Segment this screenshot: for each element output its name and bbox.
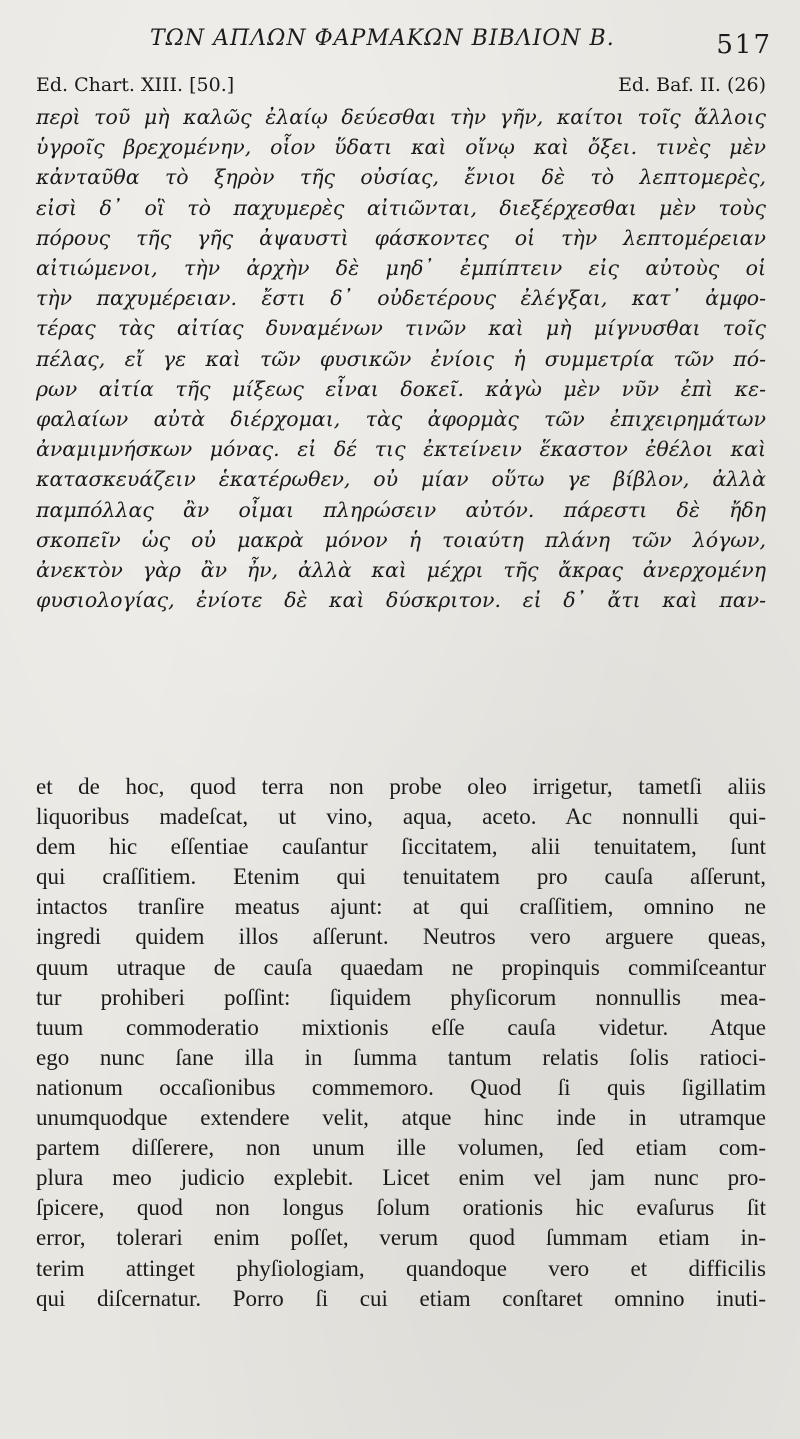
- running-title: ΤΩΝ ΑΠΛΩΝ ΦΑΡΜΑΚΩΝ ΒΙΒΛΙΟΝ Β.: [150, 26, 615, 51]
- latin-text-line: qui diſcernatur. Porro ſi cui etiam conſtaret omnino inuti-: [36, 1285, 766, 1311]
- edition-reference-right: Ed. Baf. II. (26): [618, 74, 766, 96]
- greek-text-line: κἀνταῦθα τὸ ξηρὸν τῆς οὐσίας, ἔνιοι δὲ τὸ λεπτομερὲς,: [36, 165, 766, 190]
- greek-text-line: ἀνεκτὸν γὰρ ἂν ἦν, ἀλλὰ καὶ μέχρι τῆς ἄκρας ἀνερχομένη: [36, 558, 766, 583]
- greek-text-line: σκοπεῖν ὡς οὐ μακρὰ μόνον ἡ τοιαύτη πλάνη τῶν λόγων,: [36, 527, 766, 552]
- latin-text-line: et de hoc, quod terra non probe oleo irrigetur, tametſi aliis: [36, 774, 766, 799]
- greek-text-line: ρων αἰτία τῆς μίξεως εἶναι δοκεῖ. κἀγὼ μὲν νῦν ἐπὶ κε-: [36, 376, 766, 401]
- latin-text-line: qui craſſitiem. Etenim qui tenuitatem pro cauſa aſſerunt,: [36, 864, 766, 890]
- greek-text-line: αἰτιώμενοι, τὴν ἀρχὴν δὲ μηδ᾽ ἐμπίπτειν εἰς αὐτοὺς οἱ: [36, 256, 766, 281]
- latin-text-line: quum utraque de cauſa quaedam ne propinquis commiſceantur: [36, 954, 766, 980]
- edition-reference-left: Ed. Chart. XIII. [50.]: [36, 74, 235, 96]
- latin-text-line: ſpicere, quod non longus ſolum orationis hic evaſurus ſit: [36, 1195, 766, 1221]
- latin-text-line: error, tolerari enim poſſet, verum quod ſummam etiam in-: [36, 1225, 766, 1251]
- greek-text-line: ὑγροῖς βρεχομένην, οἷον ὕδατι καὶ οἴνῳ καὶ ὄξει. τινὲς μὲν: [36, 135, 766, 160]
- greek-text-line: περὶ τοῦ μὴ καλῶς ἐλαίῳ δεύεσθαι τὴν γῆν, καίτοι τοῖς ἄλλοις: [36, 105, 766, 129]
- latin-text-line: unumquodque extendere velit, atque hinc inde in utramque: [36, 1105, 766, 1131]
- page-number: 517: [716, 30, 772, 60]
- latin-text-block: [36, 772, 766, 1314]
- greek-text-line: εἰσὶ δ᾽ οἳ τὸ παχυμερὲς αἰτιῶνται, διεξέρχεσθαι μὲν τοὺς: [36, 195, 766, 220]
- greek-text-line: πόρους τῆς γῆς ἀψαυστὶ φάσκοντες οἱ τὴν λεπτομέρειαν: [36, 225, 766, 250]
- latin-text-line: dem hic eſſentiae cauſantur ſiccitatem, alii tenuitatem, ſunt: [36, 834, 766, 860]
- latin-text-line: plura meo judicio explebit. Licet enim vel jam nunc pro-: [36, 1165, 766, 1191]
- greek-text-line: φυσιολογίας, ἐνίοτε δὲ καὶ δύσκριτον. εἰ δ᾽ ἄτι καὶ παν-: [36, 588, 766, 613]
- greek-text-line: τὴν παχυμέρειαν. ἔστι δ᾽ οὐδετέρους ἐλέγξαι, κατ᾽ ἀμφο-: [36, 286, 766, 311]
- latin-text-line: tuum commoderatio mixtionis eſſe cauſa videtur. Atque: [36, 1014, 766, 1040]
- latin-text-line: intactos tranſire meatus ajunt: at qui craſſitiem, omnino ne: [36, 894, 766, 920]
- latin-text-line: terim attinget phyſiologiam, quandoque vero et difficilis: [36, 1255, 766, 1281]
- latin-text-line: ego nunc ſane illa in ſumma tantum relatis ſolis ratioci-: [36, 1044, 766, 1070]
- latin-text-line: ingredi quidem illos aſſerunt. Neutros vero arguere queas,: [36, 924, 766, 950]
- greek-text-line: πέλας, εἴ γε καὶ τῶν φυσικῶν ἐνίοις ἡ συμμετρία τῶν πό-: [36, 346, 766, 371]
- greek-text-block: [36, 102, 766, 615]
- greek-text-line: κατασκευάζειν ἑκατέρωθεν, οὐ μίαν οὕτω γε βίβλον, ἀλλὰ: [36, 467, 766, 492]
- latin-text-line: nationum occaſionibus commemoro. Quod ſi quis ſigillatim: [36, 1074, 766, 1100]
- latin-text-line: partem diſſerere, non unum ille volumen, ſed etiam com-: [36, 1135, 766, 1161]
- latin-text-line: tur prohiberi poſſint: ſiquidem phyſicorum nonnullis mea-: [36, 984, 766, 1010]
- greek-text-line: παμπόλλας ἂν οἶμαι πληρώσειν αὐτόν. πάρεστι δὲ ἤδη: [36, 497, 766, 522]
- greek-text-line: τέρας τὰς αἰτίας δυναμένων τινῶν καὶ μὴ μίγνυσθαι τοῖς: [36, 316, 766, 341]
- greek-text-line: ἀναμιμνήσκων μόνας. εἰ δέ τις ἐκτείνειν ἕκαστον ἐθέλοι καὶ: [36, 437, 766, 462]
- latin-text-line: liquoribus madeſcat, ut vino, aqua, aceto. Ac nonnulli qui-: [36, 804, 766, 830]
- greek-text-line: φαλαίων αὐτὰ διέρχομαι, τὰς ἀφορμὰς τῶν ἐπιχειρημάτων: [36, 407, 766, 432]
